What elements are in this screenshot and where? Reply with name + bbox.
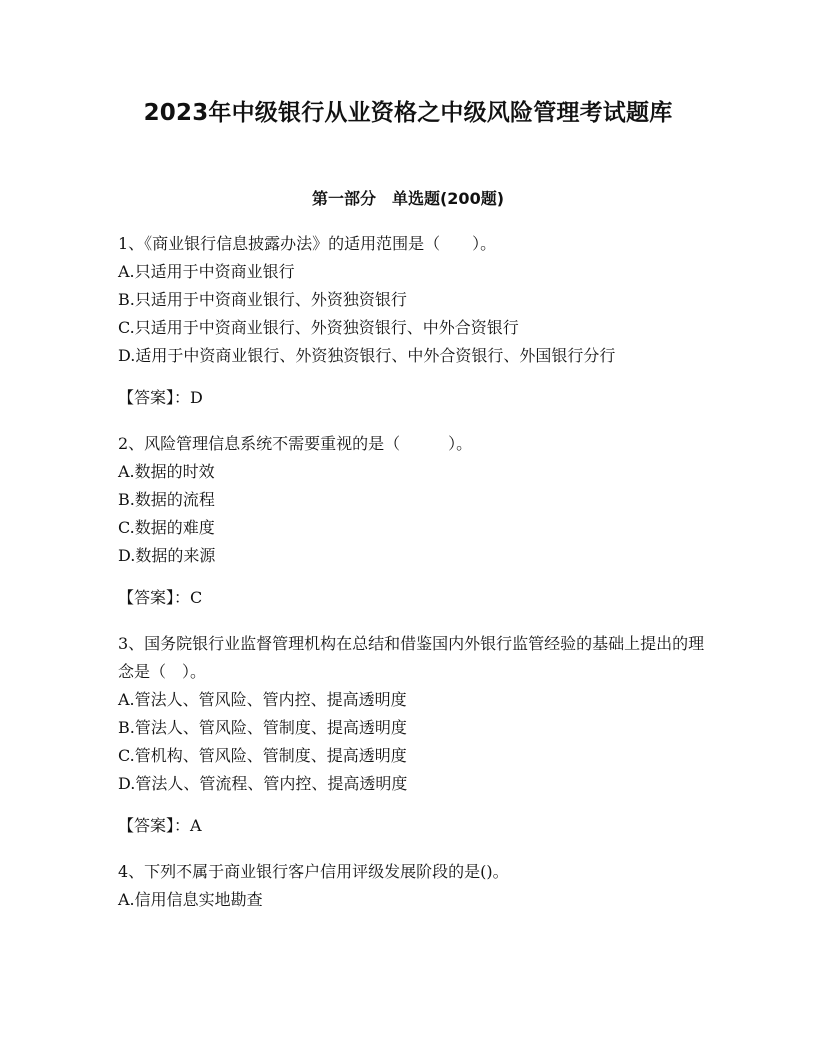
option-c: C.只适用于中资商业银行、外资独资银行、中外合资银行 xyxy=(118,318,519,337)
answer-line: 【答案】：C xyxy=(118,588,203,607)
question-item-2 xyxy=(118,430,708,612)
option-c: C.数据的难度 xyxy=(118,518,215,537)
question-stem: 1、《商业银行信息披露办法》的适用范围是（ ）。 xyxy=(118,234,497,253)
question-stem: 2、风险管理信息系统不需要重视的是（ ）。 xyxy=(118,434,473,453)
option-c: C.管机构、管风险、管制度、提高透明度 xyxy=(118,746,407,765)
question-list xyxy=(118,230,708,914)
option-b: B.只适用于中资商业银行、外资独资银行 xyxy=(118,290,407,309)
option-a: A.信用信息实地勘查 xyxy=(118,890,263,909)
option-d: D.适用于中资商业银行、外资独资银行、中外合资银行、外国银行分行 xyxy=(118,346,616,365)
option-a: A.数据的时效 xyxy=(118,462,215,481)
option-b: B.管法人、管风险、管制度、提高透明度 xyxy=(118,718,407,737)
option-a: A.只适用于中资商业银行 xyxy=(118,262,295,281)
question-item-1 xyxy=(118,230,708,412)
option-d: D.数据的来源 xyxy=(118,546,216,565)
document-title: 2023年中级银行从业资格之中级风险管理考试题库 xyxy=(143,100,673,126)
answer-line: 【答案】：A xyxy=(118,816,202,835)
question-stem: 3、国务院银行业监督管理机构在总结和借鉴国内外银行监管经验的基础上提出的理念是（ ）。 xyxy=(118,634,705,681)
option-a: A.管法人、管风险、管内控、提高透明度 xyxy=(118,690,407,709)
option-d: D.管法人、管流程、管内控、提高透明度 xyxy=(118,774,408,793)
section-title: 第一部分 单选题(200题) xyxy=(311,189,505,208)
answer-line: 【答案】：D xyxy=(118,388,203,407)
option-b: B.数据的流程 xyxy=(118,490,215,509)
question-stem: 4、下列不属于商业银行客户信用评级发展阶段的是()。 xyxy=(118,862,509,881)
question-item-4 xyxy=(118,858,708,914)
question-item-3 xyxy=(118,630,708,840)
